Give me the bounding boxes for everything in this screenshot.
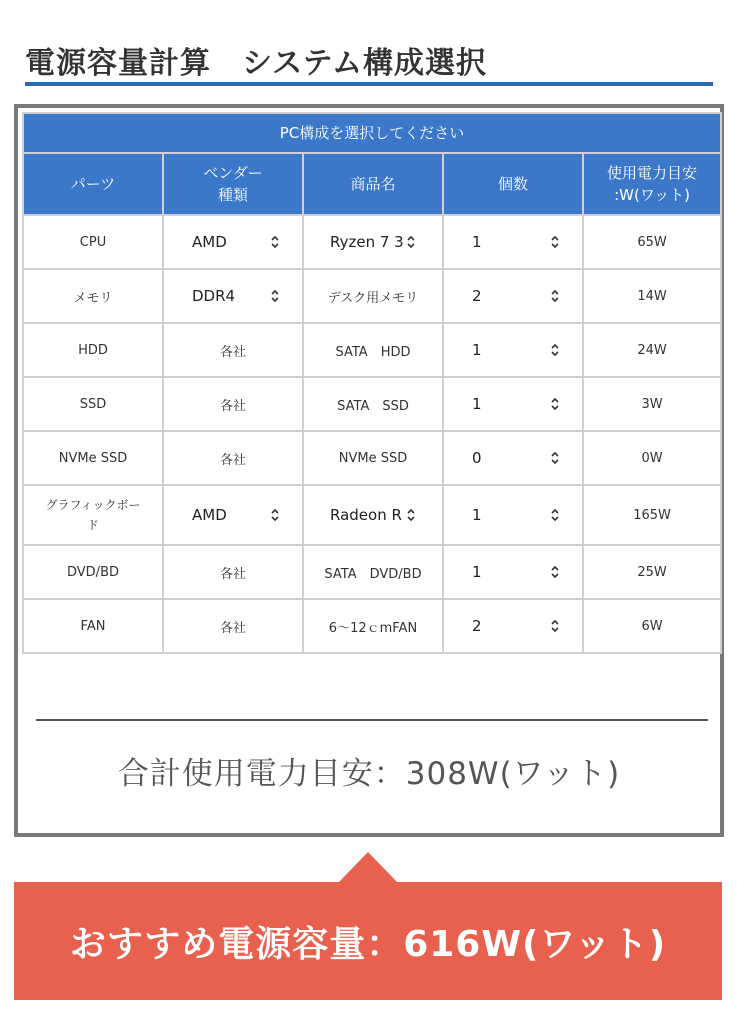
- recommend-pointer: [338, 852, 398, 883]
- chevron-up-down-icon: [270, 288, 280, 304]
- product-label: デスク用メモリ: [303, 269, 443, 323]
- header-vendor-line2: 種類: [217, 186, 248, 204]
- count-select[interactable]: 1: [444, 546, 582, 598]
- part-label-line1: グラフィックボー: [45, 498, 141, 512]
- part-label: CPU: [23, 215, 163, 269]
- product-select[interactable]: Radeon R: [304, 486, 442, 544]
- table-caption: PC構成を選択してください: [23, 113, 721, 153]
- table-row: [23, 323, 721, 377]
- count-select[interactable]: 1: [444, 324, 582, 376]
- total-power-text: 合計使用電力目安：308W(ワット): [117, 756, 621, 792]
- table-row: [23, 377, 721, 431]
- header-parts: パーツ: [23, 153, 163, 215]
- part-label: DVD/BD: [23, 545, 163, 599]
- chevron-up-down-icon: [550, 234, 560, 250]
- chevron-up-down-icon: [406, 234, 416, 250]
- part-label: [23, 485, 163, 545]
- title-rule: [25, 82, 713, 86]
- count-select[interactable]: 1: [444, 378, 582, 430]
- power-value: 24W: [583, 323, 721, 377]
- page-title: 電源容量計算 システム構成選択: [25, 46, 487, 81]
- chevron-up-down-icon: [550, 342, 560, 358]
- vendor-label: 各社: [163, 431, 303, 485]
- vendor-label: 各社: [163, 545, 303, 599]
- header-power-line1: 使用電力目安: [607, 164, 698, 182]
- chevron-up-down-icon: [550, 450, 560, 466]
- table-row: [23, 599, 721, 653]
- count-select[interactable]: 1: [444, 216, 582, 268]
- calculator-panel: [14, 104, 724, 837]
- product-label: SATA SSD: [303, 377, 443, 431]
- count-select[interactable]: 1: [444, 486, 582, 544]
- vendor-select[interactable]: AMD: [164, 216, 302, 268]
- power-value: 3W: [583, 377, 721, 431]
- table-row: [23, 269, 721, 323]
- chevron-up-down-icon: [406, 507, 416, 523]
- recommended-psu-text: おすすめ電源容量：616W(ワット): [69, 923, 667, 965]
- part-label: NVMe SSD: [23, 431, 163, 485]
- chevron-up-down-icon: [550, 618, 560, 634]
- table-row: [23, 431, 721, 485]
- product-label: 6～12ｃmFAN: [303, 599, 443, 653]
- product-select[interactable]: Ryzen 7 3: [304, 216, 442, 268]
- power-value: 6W: [583, 599, 721, 653]
- product-label: NVMe SSD: [303, 431, 443, 485]
- table-row: [23, 545, 721, 599]
- vendor-label: 各社: [163, 599, 303, 653]
- parts-table: [22, 112, 722, 654]
- header-vendor-line1: ベンダー: [203, 164, 263, 182]
- part-label: FAN: [23, 599, 163, 653]
- vendor-label: 各社: [163, 323, 303, 377]
- count-select[interactable]: 0: [444, 432, 582, 484]
- header-vendor: [163, 153, 303, 215]
- part-label: HDD: [23, 323, 163, 377]
- header-product: 商品名: [303, 153, 443, 215]
- recommended-psu-banner: [14, 882, 722, 1000]
- part-label: メモリ: [23, 269, 163, 323]
- header-count: 個数: [443, 153, 583, 215]
- header-power-line2: :W(ワット): [614, 186, 690, 204]
- power-value: 0W: [583, 431, 721, 485]
- power-value: 25W: [583, 545, 721, 599]
- product-label: SATA HDD: [303, 323, 443, 377]
- part-label-line2: ド: [86, 518, 99, 532]
- table-row: [23, 215, 721, 269]
- part-label: SSD: [23, 377, 163, 431]
- chevron-up-down-icon: [550, 564, 560, 580]
- vendor-select[interactable]: AMD: [164, 486, 302, 544]
- header-power: [583, 153, 721, 215]
- total-divider: [36, 719, 708, 721]
- vendor-label: 各社: [163, 377, 303, 431]
- chevron-up-down-icon: [270, 234, 280, 250]
- chevron-up-down-icon: [550, 396, 560, 412]
- chevron-up-down-icon: [270, 507, 280, 523]
- power-value: 65W: [583, 215, 721, 269]
- chevron-up-down-icon: [550, 507, 560, 523]
- vendor-select[interactable]: DDR4: [164, 270, 302, 322]
- power-value: 14W: [583, 269, 721, 323]
- power-value: 165W: [583, 485, 721, 545]
- count-select[interactable]: 2: [444, 600, 582, 652]
- table-row: [23, 485, 721, 545]
- count-select[interactable]: 2: [444, 270, 582, 322]
- product-label: SATA DVD/BD: [303, 545, 443, 599]
- chevron-up-down-icon: [550, 288, 560, 304]
